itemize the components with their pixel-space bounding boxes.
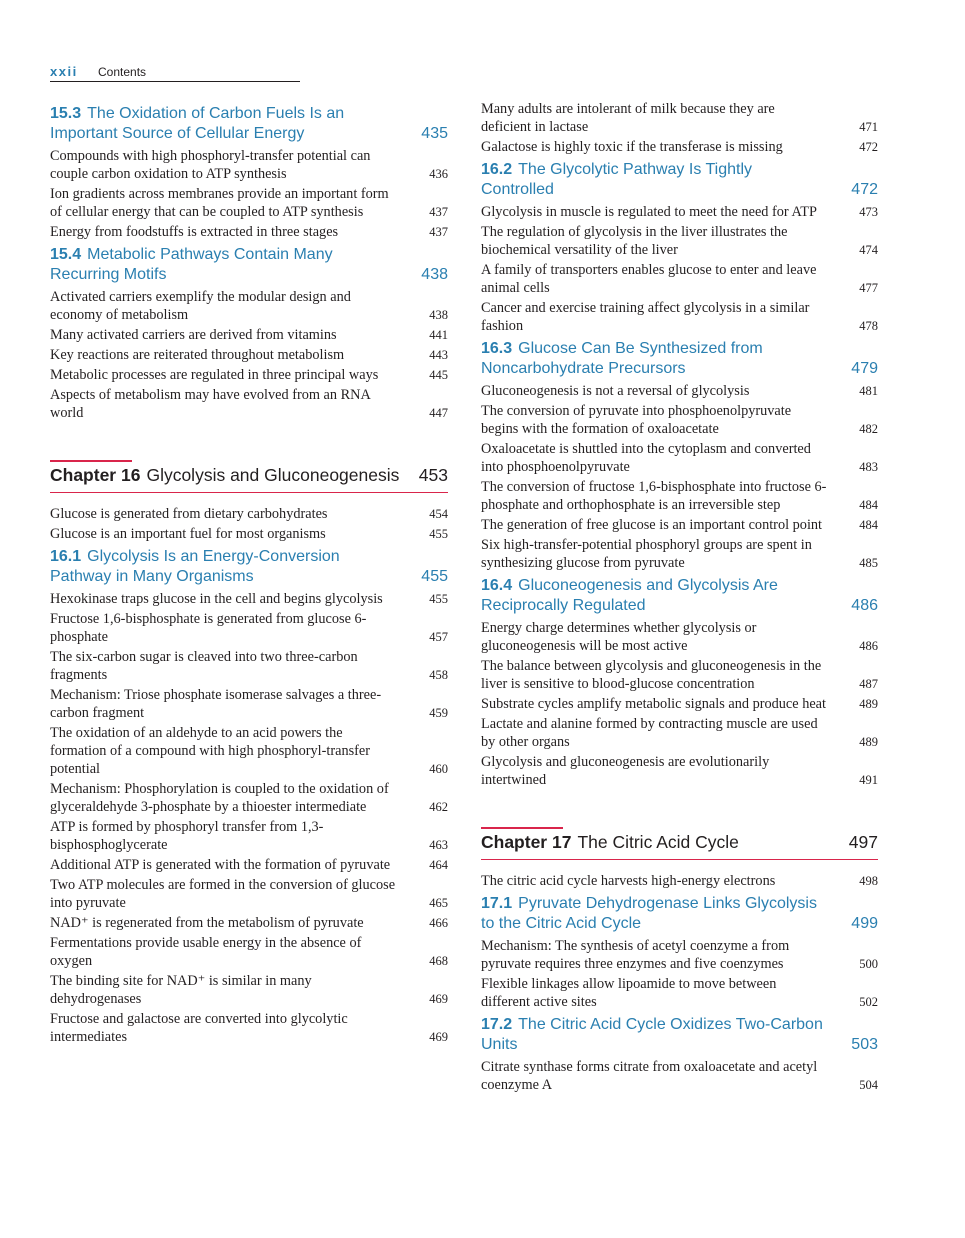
section-page-number: 472 [851,181,878,198]
toc-entry [481,402,878,438]
chapter-heading [50,460,448,493]
toc-entry-page-number: 437 [429,205,448,219]
toc-entry-page-number: 463 [429,838,448,852]
toc-entry-text: Glycolysis and gluconeogenesis are evolutionarily intertwined [481,754,770,788]
toc-entry [50,288,448,324]
toc-entry [50,1010,448,1046]
toc-entry-page-number: 462 [429,800,448,814]
section-page-number: 499 [851,915,878,932]
toc-entry [481,440,878,476]
toc-entry-text: Gluconeogenesis is not a reversal of glycolysis [481,383,750,399]
toc-right-column [481,100,878,1096]
toc-entry-page-number: 483 [859,460,878,474]
toc-entry-page-number: 457 [429,630,448,644]
toc-entry-page-number: 469 [429,1030,448,1044]
section-heading [50,104,448,144]
toc-entry [50,346,448,364]
toc-entry-text: Energy charge determines whether glycolysis or gluconeogenesis will be most active [481,620,757,654]
toc-entry-text: The binding site for NAD⁺ is similar in many dehydrogenases [50,973,312,1007]
toc-entry-text: Many adults are intolerant of milk because they are deficient in lactase [481,101,775,135]
toc-entry [50,972,448,1008]
toc-entry [481,872,878,890]
toc-entry-text: Metabolic processes are regulated in three principal ways [50,367,379,383]
toc-entry [50,856,448,874]
toc-entry [481,516,878,534]
toc-entry-text: Key reactions are reiterated throughout metabolism [50,347,345,363]
toc-entry [50,876,448,912]
toc-entry-text: Substrate cycles amplify metabolic signals and produce heat [481,696,827,712]
section-number: 15.4 [50,246,82,263]
toc-entry [481,937,878,973]
toc-entry-text: Mechanism: The synthesis of acetyl coenzyme a from pyruvate requires three enzymes and five coenzymes [481,938,790,972]
toc-entry-page-number: 484 [859,498,878,512]
toc-entry [50,386,448,422]
toc-entry-page-number: 481 [859,384,878,398]
section-page-number: 438 [421,266,448,283]
section-heading [50,245,448,285]
toc-entry-text: The conversion of fructose 1,6-bisphosphate into fructose 6-phosphate and orthophosphate is an irreversible step [481,479,827,513]
toc-entry-page-number: 489 [859,697,878,711]
toc-entry-text: The oxidation of an aldehyde to an acid powers the formation of a compound with high phosphoryl-transfer potential [50,725,371,777]
toc-entry [481,715,878,751]
toc-entry-page-number: 455 [429,527,448,541]
toc-entry [50,326,448,344]
section-number: 15.3 [50,105,82,122]
toc-entry-page-number: 468 [429,954,448,968]
toc-entry-text: Lactate and alanine formed by contracting muscle are used by other organs [481,716,818,750]
toc-entry-text: Two ATP molecules are formed in the conversion of glucose into pyruvate [50,877,396,911]
toc-entry-page-number: 465 [429,896,448,910]
toc-entry-page-number: 489 [859,735,878,749]
toc-entry [50,914,448,932]
toc-entry-text: Fructose and galactose are converted into glycolytic intermediates [50,1011,348,1045]
section-number: 16.2 [481,161,513,178]
toc-entry-page-number: 466 [429,916,448,930]
toc-entry-text: The citric acid cycle harvests high-energy electrons [481,873,776,889]
toc-entry [50,525,448,543]
toc-entry [481,203,878,221]
toc-entry [50,934,448,970]
toc-entry-text: Fructose 1,6-bisphosphate is generated from glucose 6-phosphate [50,611,367,645]
section-number: 17.2 [481,1016,513,1033]
toc-entry [50,505,448,523]
toc-entry [50,724,448,778]
toc-entry-text: Many activated carriers are derived from vitamins [50,327,337,343]
toc-entry-page-number: 438 [429,308,448,322]
section-heading [481,894,878,934]
toc-entry [50,686,448,722]
toc-entry-text: Cancer and exercise training affect glycolysis in a similar fashion [481,300,810,334]
toc-entry [481,695,878,713]
toc-entry-page-number: 504 [859,1078,878,1092]
toc-entry [50,818,448,854]
toc-entry-page-number: 441 [429,328,448,342]
toc-entry-text: ATP is formed by phosphoryl transfer from 1,3-bisphosphoglycerate [50,819,324,853]
toc-entry-page-number: 477 [859,281,878,295]
toc-entry-text: Mechanism: Phosphorylation is coupled to the oxidation of glyceraldehyde 3-phosphate by a thioester intermediate [50,781,389,815]
toc-entry-page-number: 437 [429,225,448,239]
toc-entry-text: The generation of free glucose is an important control point [481,517,823,533]
toc-entry-page-number: 445 [429,368,448,382]
toc-entry-text: NAD⁺ is regenerated from the metabolism of pyruvate [50,915,364,931]
toc-left-column [50,100,448,1048]
section-page-number: 479 [851,360,878,377]
toc-entry [481,100,878,136]
toc-entry-page-number: 485 [859,556,878,570]
toc-entry-page-number: 487 [859,677,878,691]
section-heading [481,339,878,379]
chapter-page-number: 453 [418,465,448,485]
section-title: The Glycolytic Pathway Is Tightly Controlled [481,161,752,198]
toc-entry [50,366,448,384]
toc-entry-page-number: 498 [859,874,878,888]
toc-entry-page-number: 472 [859,140,878,154]
section-title: The Oxidation of Carbon Fuels Is an Important Source of Cellular Energy [50,105,345,142]
section-title: The Citric Acid Cycle Oxidizes Two-Carbon Units [481,1016,823,1053]
toc-entry-text: Glycolysis in muscle is regulated to meet the need for ATP [481,204,817,220]
toc-entry-text: Glucose is an important fuel for most organisms [50,526,326,542]
toc-entry [50,610,448,646]
toc-entry-page-number: 458 [429,668,448,682]
running-head-label: Contents [98,65,147,79]
section-title: Glucose Can Be Synthesized from Noncarbohydrate Precursors [481,340,763,377]
toc-entry-page-number: 473 [859,205,878,219]
section-page-number: 503 [851,1036,878,1053]
toc-entry-page-number: 474 [859,243,878,257]
toc-entry-text: Compounds with high phosphoryl-transfer potential can couple carbon oxidation to ATP synthesis [50,148,371,182]
toc-entry-text: A family of transporters enables glucose to enter and leave animal cells [481,262,817,296]
toc-entry [481,753,878,789]
page-number: xxii [50,64,78,79]
toc-entry-text: The conversion of pyruvate into phosphoenolpyruvate begins with the formation of oxaloacetate [481,403,792,437]
section-number: 16.3 [481,340,513,357]
toc-entry-page-number: 486 [859,639,878,653]
toc-entry-page-number: 478 [859,319,878,333]
toc-entry-page-number: 502 [859,995,878,1009]
chapter-label: Chapter 16 [50,465,141,485]
toc-entry-page-number: 459 [429,706,448,720]
section-page-number: 435 [421,125,448,142]
toc-entry-text: Glucose is generated from dietary carbohydrates [50,506,328,522]
section-page-number: 486 [851,597,878,614]
page-header [50,63,300,82]
section-title: Metabolic Pathways Contain Many Recurring Motifs [50,246,333,283]
toc-entry-page-number: 464 [429,858,448,872]
toc-entry-page-number: 436 [429,167,448,181]
toc-entry-text: Six high-transfer-potential phosphoryl groups are spent in synthesizing glucose from pyruvate [481,537,812,571]
toc-entry-text: The regulation of glycolysis in the liver illustrates the biochemical versatility of the liver [481,224,788,258]
toc-entry-text: Fermentations provide usable energy in the absence of oxygen [50,935,362,969]
section-heading [50,547,448,587]
toc-entry [50,780,448,816]
toc-entry-page-number: 447 [429,406,448,420]
toc-entry-text: The six-carbon sugar is cleaved into two three-carbon fragments [50,649,358,683]
toc-entry [481,657,878,693]
toc-entry [481,299,878,335]
section-title: Glycolysis Is an Energy-Conversion Pathway in Many Organisms [50,548,340,585]
toc-entry [50,185,448,221]
toc-entry [481,1058,878,1094]
toc-entry-page-number: 454 [429,507,448,521]
chapter-heading [481,827,878,860]
toc-entry [50,223,448,241]
toc-entry [481,536,878,572]
toc-entry-text: Ion gradients across membranes provide an important form of cellular energy that can be coupled to ATP synthesis [50,186,389,220]
toc-entry-text: Hexokinase traps glucose in the cell and begins glycolysis [50,591,383,607]
section-heading [481,160,878,200]
chapter-title: Glycolysis and Gluconeogenesis [146,465,400,485]
toc-entry [481,619,878,655]
section-number: 16.1 [50,548,82,565]
toc-entry-text: Aspects of metabolism may have evolved from an RNA world [50,387,371,421]
toc-entry-page-number: 471 [859,120,878,134]
toc-entry-text: The balance between glycolysis and gluconeogenesis in the liver is sensitive to blood-glucose concentration [481,658,822,692]
toc-entry [481,223,878,259]
toc-entry [50,147,448,183]
section-number: 16.4 [481,577,513,594]
toc-entry-text: Activated carriers exemplify the modular design and economy of metabolism [50,289,351,323]
toc-entry [50,648,448,684]
chapter-page-number: 497 [848,832,878,852]
toc-entry [50,590,448,608]
toc-entry-page-number: 460 [429,762,448,776]
toc-entry [481,975,878,1011]
toc-entry [481,382,878,400]
toc-entry-text: Energy from foodstuffs is extracted in three stages [50,224,339,240]
toc-entry [481,478,878,514]
toc-entry-text: Galactose is highly toxic if the transferase is missing [481,139,783,155]
toc-entry-text: Flexible linkages allow lipoamide to move between different active sites [481,976,777,1010]
toc-entry-page-number: 491 [859,773,878,787]
toc-entry-page-number: 469 [429,992,448,1006]
toc-entry-page-number: 482 [859,422,878,436]
chapter-label: Chapter 17 [481,832,572,852]
section-title: Gluconeogenesis and Glycolysis Are Reciprocally Regulated [481,577,778,614]
toc-entry [481,138,878,156]
toc-entry-page-number: 484 [859,518,878,532]
toc-entry-page-number: 443 [429,348,448,362]
toc-entry [481,261,878,297]
section-heading [481,576,878,616]
toc-entry-text: Oxaloacetate is shuttled into the cytoplasm and converted into phosphoenolpyruvate [481,441,811,475]
section-heading [481,1015,878,1055]
toc-entry-text: Citrate synthase forms citrate from oxaloacetate and acetyl coenzyme A [481,1059,818,1093]
toc-entry-page-number: 500 [859,957,878,971]
section-number: 17.1 [481,895,513,912]
chapter-title: The Citric Acid Cycle [577,832,739,852]
section-page-number: 455 [421,568,448,585]
toc-entry-page-number: 455 [429,592,448,606]
toc-entry-text: Mechanism: Triose phosphate isomerase salvages a three-carbon fragment [50,687,382,721]
toc-entry-text: Additional ATP is generated with the formation of pyruvate [50,857,391,873]
section-title: Pyruvate Dehydrogenase Links Glycolysis to the Citric Acid Cycle [481,895,817,932]
